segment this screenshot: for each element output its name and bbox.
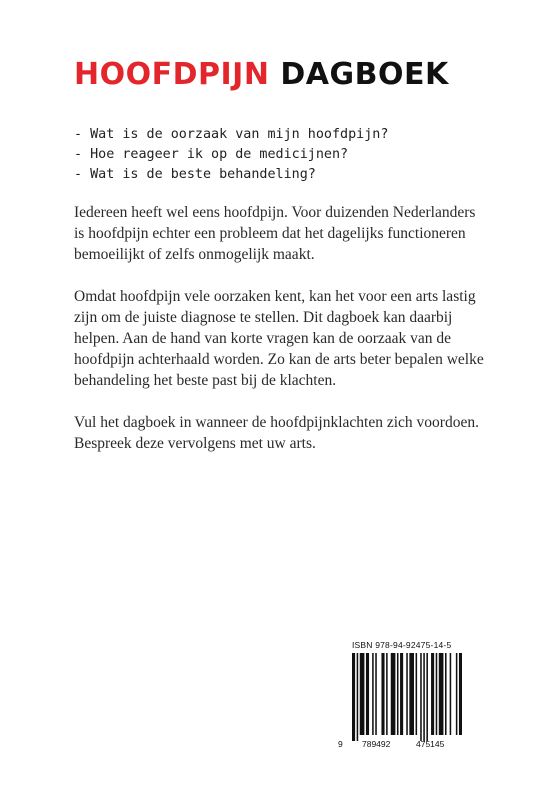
barcode-bar bbox=[381, 653, 384, 735]
barcode-icon bbox=[342, 653, 462, 741]
barcode-bar bbox=[459, 653, 462, 735]
paragraph: Iedereen heeft wel eens hoofdpijn. Voor duizenden Nederlanders is hoofdpijn echter een probleem dat het dagelijks functioneren bemoeilijkt of zelfs onmogelijk maakt. bbox=[74, 204, 476, 263]
paragraph: Vul het dagboek in wanneer de hoofdpijnklachten zich voordoen. Bespreek deze vervolgens met uw arts. bbox=[74, 414, 479, 452]
barcode-bar bbox=[426, 653, 428, 741]
question-item: - Wat is de beste behandeling? bbox=[74, 167, 316, 182]
blurb-text bbox=[74, 202, 484, 475]
barcode-bar bbox=[445, 653, 447, 735]
barcode-bar bbox=[409, 653, 414, 735]
barcode-bar bbox=[436, 653, 438, 735]
question-list bbox=[74, 125, 388, 185]
barcode-digit-right-group: 475145 bbox=[416, 739, 445, 749]
isbn-label: ISBN 978-94-92475-14-5 bbox=[352, 640, 452, 650]
barcode-bar bbox=[360, 653, 365, 735]
barcode-bar bbox=[406, 653, 408, 735]
barcode-bar bbox=[352, 653, 355, 741]
barcode-bar bbox=[391, 653, 396, 735]
barcode-bar bbox=[431, 653, 434, 735]
barcode-bar bbox=[400, 653, 403, 735]
barcode-bar bbox=[357, 653, 359, 741]
barcode-digit-first: 9 bbox=[338, 739, 343, 749]
barcode-bar bbox=[420, 653, 422, 741]
barcode-bar bbox=[456, 653, 458, 735]
barcode-bar bbox=[397, 653, 399, 735]
paragraph: Omdat hoofdpijn vele oorzaken kent, kan het voor een arts lastig zijn om de juiste diagnose te stellen. Dit dagboek kan daarbij helpen. Aan de hand van korte vragen kan de oorzaak van de hoofdpijn achterhaald worden. Zo kan de arts beter bepalen welke behandeling het beste past bij de klachten. bbox=[74, 288, 484, 389]
title-part-black: DAGBOEK bbox=[280, 57, 449, 92]
barcode-bar bbox=[375, 653, 377, 735]
question-item: - Hoe reageer ik op de medicijnen? bbox=[74, 147, 349, 162]
barcode-bar bbox=[423, 653, 425, 741]
barcode-bar bbox=[450, 653, 452, 735]
barcode-digit-left-group: 789492 bbox=[362, 739, 391, 749]
barcode-bar bbox=[439, 653, 444, 735]
barcode-bar bbox=[416, 653, 418, 735]
barcode-bar bbox=[372, 653, 374, 735]
isbn-barcode bbox=[338, 640, 466, 752]
barcode-bar bbox=[366, 653, 369, 735]
question-item: - Wat is de oorzaak van mijn hoofdpijn? bbox=[74, 127, 389, 142]
book-title bbox=[74, 57, 449, 92]
barcode-bar bbox=[386, 653, 388, 735]
title-part-red: HOOFDPIJN bbox=[74, 57, 270, 92]
